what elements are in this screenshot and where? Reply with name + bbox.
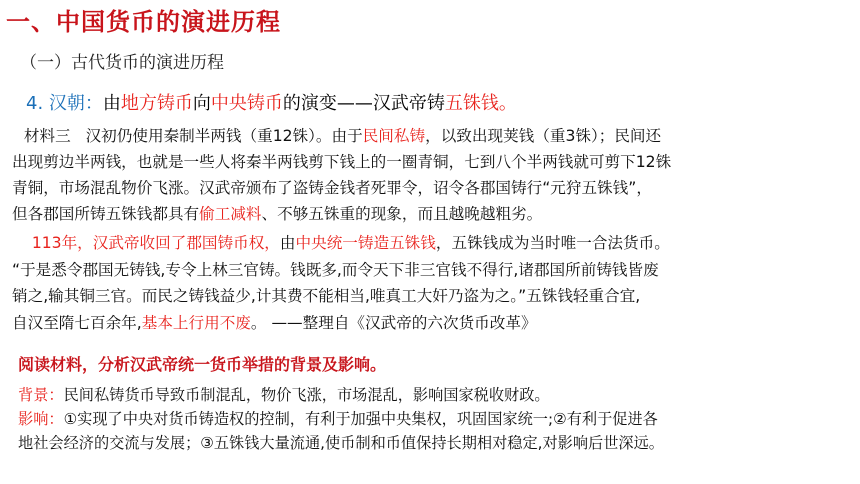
section-text-3: 的演变——汉武帝铸 xyxy=(282,93,445,114)
material-line-8 xyxy=(12,311,537,337)
material-text: ，五铢钱成为当时唯一合法货币。 xyxy=(435,234,670,252)
section-text-1: 由 xyxy=(102,93,121,114)
question: 阅读材料，分析汉武帝统一货币举措的背景及影响。 xyxy=(18,355,387,374)
highlight-tougong-jianliao: 偷工减料 xyxy=(199,205,262,223)
material-line-5 xyxy=(12,231,670,257)
answer-label-background: 背景： xyxy=(18,386,64,404)
section-highlight-3: 五铢钱。 xyxy=(444,93,517,114)
material-line-4 xyxy=(12,202,542,228)
section-text-2: 向 xyxy=(192,93,211,114)
answer-background xyxy=(18,384,550,405)
material-text: ，以致出现荚钱（重3铢）；民间还 xyxy=(425,127,662,145)
section-number: 4. 汉朝： xyxy=(26,93,103,114)
section-highlight-2: 中央铸币 xyxy=(210,93,283,114)
material-line-1 xyxy=(14,124,661,150)
highlight-basic-use: 基本上行用不废 xyxy=(141,314,251,332)
highlight-113-year: 113年，汉武帝收回了郡国铸币权， xyxy=(12,234,280,252)
answer-label-impact: 影响： xyxy=(18,410,64,428)
material-line-2: 出现剪边半两钱，也就是一些人将秦半两钱剪下钱上的一圈青铜，七到八个半两钱就可剪下12铢 xyxy=(12,153,672,171)
material-line-3: 青铜，市场混乱物价飞涨。汉武帝颁布了盗铸金钱者死罪令，诏令各郡国铸行“元狩五铢钱”， xyxy=(12,179,652,197)
highlight-minjian-sizhu: 民间私铸 xyxy=(362,127,426,145)
material-text: 。 ——整理自《汉武帝的六次货币改革》 xyxy=(250,314,537,332)
highlight-central-minting: 中央统一铸造五铢钱 xyxy=(295,234,436,252)
material-text: 但各郡国所铸五铢钱都具有 xyxy=(12,205,200,223)
section-heading xyxy=(26,89,517,115)
section-highlight-1: 地方铸币 xyxy=(120,93,193,114)
material-text: 材料三 汉初仍使用秦制半两钱（重12铢）。由于 xyxy=(14,127,363,145)
page-title: 一、中国货币的演进历程 xyxy=(6,8,281,36)
answer-text: ①实现了中央对货币铸造权的控制，有利于加强中央集权，巩固国家统一;②有利于促进各 xyxy=(63,410,658,428)
answer-impact xyxy=(18,408,658,429)
subtitle: （一）古代货币的演进历程 xyxy=(20,53,224,73)
answer-text: 民间私铸货币导致币制混乱，物价飞涨，市场混乱，影响国家税收财政。 xyxy=(63,386,550,404)
material-line-7: 销之,输其铜三官。而民之铸钱益少,计其费不能相当,唯真工大奸乃盗为之。”五铢钱轻重合宜, xyxy=(12,287,641,305)
material-text: 由 xyxy=(279,234,296,252)
material-line-6: “于是悉令郡国无铸钱,专令上林三官铸。钱既多,而令天下非三官钱不得行,诸郡国所前铸钱皆废 xyxy=(12,261,659,279)
material-text: 、不够五铢重的现象，而且越晚越粗劣。 xyxy=(261,205,543,223)
answer-impact-continued: 地社会经济的交流与发展；③五铢钱大量流通,使币制和币值保持长期相对稳定,对影响后世深远。 xyxy=(18,434,664,452)
material-text: 自汉至隋七百余年, xyxy=(12,314,142,332)
